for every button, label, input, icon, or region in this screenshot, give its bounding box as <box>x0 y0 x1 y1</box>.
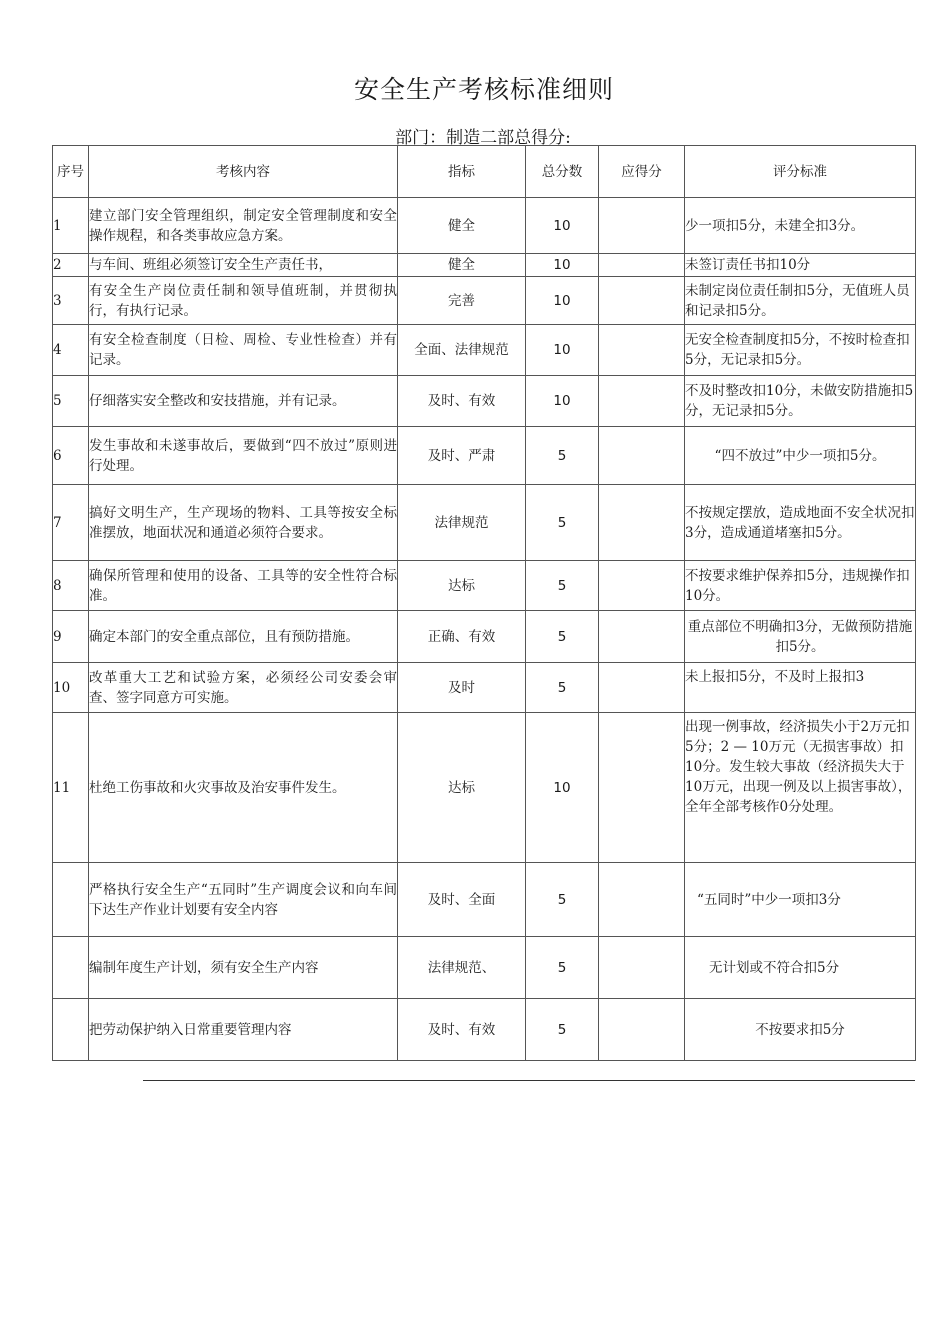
row-content: 改革重大工艺和试验方案，必须经公司安委会审查、签字同意方可实施。 <box>89 663 398 713</box>
row-got <box>599 863 685 937</box>
row-no <box>53 937 89 999</box>
header-no: 序号 <box>53 146 89 198</box>
row-criteria: 未上报扣5分，不及时上报扣3 <box>685 663 916 713</box>
row-criteria: 不按规定摆放，造成地面不安全状况扣3分，造成通道堵塞扣5分。 <box>685 485 916 561</box>
row-content: 与车间、班组必须签订安全生产责任书， <box>89 254 398 277</box>
row-content: 严格执行安全生产“五同时”生产调度会议和向车间下达生产作业计划要有安全内容 <box>89 863 398 937</box>
row-got <box>599 561 685 611</box>
table-row <box>53 325 916 376</box>
table-row <box>53 863 916 937</box>
row-indicator: 法律规范 <box>398 485 526 561</box>
row-got <box>599 713 685 863</box>
row-criteria: “四不放过”中少一项扣5分。 <box>685 427 916 485</box>
row-criteria: 未签订责任书扣10分 <box>685 254 916 277</box>
row-total: 10 <box>526 198 599 254</box>
row-total: 5 <box>526 663 599 713</box>
row-total: 10 <box>526 277 599 325</box>
row-indicator: 达标 <box>398 561 526 611</box>
row-content: 杜绝工伤事故和火灾事故及治安事件发生。 <box>89 713 398 863</box>
department-line: 部门：制造二部总得分: <box>395 128 571 148</box>
row-no: 1 <box>53 198 89 254</box>
row-no: 10 <box>53 663 89 713</box>
row-got <box>599 198 685 254</box>
row-got <box>599 611 685 663</box>
row-indicator: 达标 <box>398 713 526 863</box>
row-content: 确保所管理和使用的设备、工具等的安全性符合标准。 <box>89 561 398 611</box>
row-content: 搞好文明生产，生产现场的物料、工具等按安全标准摆放，地面状况和通道必须符合要求。 <box>89 485 398 561</box>
row-content: 确定本部门的安全重点部位，且有预防措施。 <box>89 611 398 663</box>
row-indicator: 及时 <box>398 663 526 713</box>
row-total: 5 <box>526 999 599 1061</box>
row-got <box>599 937 685 999</box>
row-no: 5 <box>53 376 89 427</box>
row-content: 编制年度生产计划，须有安全生产内容 <box>89 937 398 999</box>
table-row <box>53 713 916 863</box>
table-row <box>53 937 916 999</box>
table-row <box>53 999 916 1061</box>
row-criteria: 重点部位不明确扣3分，无做预防措施扣5分。 <box>685 611 916 663</box>
row-no: 2 <box>53 254 89 277</box>
row-got <box>599 277 685 325</box>
row-indicator: 及时、全面 <box>398 863 526 937</box>
row-criteria: 无安全检查制度扣5分，不按时检查扣5分，无记录扣5分。 <box>685 325 916 376</box>
table-row <box>53 254 916 277</box>
row-criteria: 出现一例事故，经济损失小于2万元扣5分；2 — 10万元（无损害事故）扣10分。发生较大事故（经济损失大于10万元，出现一例及以上损害事故），全年全部考核作0分处理。 <box>685 713 916 863</box>
row-got <box>599 485 685 561</box>
row-criteria: “五同时”中少一项扣3分 <box>685 863 916 937</box>
row-content: 建立部门安全管理组织，制定安全管理制度和安全操作规程，和各类事故应急方案。 <box>89 198 398 254</box>
row-criteria: 无计划或不符合扣5分 <box>685 937 916 999</box>
row-got <box>599 325 685 376</box>
row-content: 仔细落实安全整改和安技措施，并有记录。 <box>89 376 398 427</box>
table-row <box>53 485 916 561</box>
row-content: 把劳动保护纳入日常重要管理内容 <box>89 999 398 1061</box>
row-indicator: 健全 <box>398 254 526 277</box>
row-indicator: 法律规范、 <box>398 937 526 999</box>
row-got <box>599 376 685 427</box>
row-indicator: 及时、有效 <box>398 376 526 427</box>
row-total: 5 <box>526 427 599 485</box>
table-row <box>53 427 916 485</box>
row-no: 6 <box>53 427 89 485</box>
row-criteria: 少一项扣5分，未建全扣3分。 <box>685 198 916 254</box>
table-row <box>53 611 916 663</box>
table-row <box>53 561 916 611</box>
row-content: 有安全检查制度（日检、周检、专业性检查）并有记录。 <box>89 325 398 376</box>
row-total: 5 <box>526 561 599 611</box>
footer-rule <box>143 1080 915 1081</box>
row-criteria: 不按要求扣5分 <box>685 999 916 1061</box>
row-total: 10 <box>526 254 599 277</box>
row-no: 3 <box>53 277 89 325</box>
row-indicator: 完善 <box>398 277 526 325</box>
table-header-row <box>53 146 916 198</box>
row-criteria: 不及时整改扣10分，未做安防措施扣5分，无记录扣5分。 <box>685 376 916 427</box>
row-total: 5 <box>526 937 599 999</box>
header-content: 考核内容 <box>89 146 398 198</box>
document-title: 安全生产考核标准细则 <box>353 75 614 104</box>
header-total: 总分数 <box>526 146 599 198</box>
row-no: 7 <box>53 485 89 561</box>
row-indicator: 及时、有效 <box>398 999 526 1061</box>
row-no: 9 <box>53 611 89 663</box>
row-total: 5 <box>526 611 599 663</box>
row-got <box>599 999 685 1061</box>
table-row <box>53 198 916 254</box>
table-row <box>53 376 916 427</box>
row-no <box>53 999 89 1061</box>
table-row <box>53 663 916 713</box>
header-got: 应得分 <box>599 146 685 198</box>
row-total: 10 <box>526 713 599 863</box>
row-no: 4 <box>53 325 89 376</box>
header-indicator: 指标 <box>398 146 526 198</box>
header-criteria: 评分标准 <box>685 146 916 198</box>
assessment-table <box>52 145 916 1061</box>
row-indicator: 及时、严肃 <box>398 427 526 485</box>
row-content: 发生事故和未遂事故后，要做到“四不放过”原则进行处理。 <box>89 427 398 485</box>
row-total: 10 <box>526 376 599 427</box>
row-no <box>53 863 89 937</box>
row-got <box>599 254 685 277</box>
row-criteria: 不按要求维护保养扣5分，违规操作扣10分。 <box>685 561 916 611</box>
row-total: 10 <box>526 325 599 376</box>
row-no: 8 <box>53 561 89 611</box>
row-total: 5 <box>526 863 599 937</box>
row-indicator: 健全 <box>398 198 526 254</box>
row-got <box>599 663 685 713</box>
row-indicator: 正确、有效 <box>398 611 526 663</box>
row-total: 5 <box>526 485 599 561</box>
row-criteria: 未制定岗位责任制扣5分，无值班人员和记录扣5分。 <box>685 277 916 325</box>
row-no: 11 <box>53 713 89 863</box>
row-indicator: 全面、法律规范 <box>398 325 526 376</box>
table-row <box>53 277 916 325</box>
row-content: 有安全生产岗位责任制和领导值班制，并贯彻执行，有执行记录。 <box>89 277 398 325</box>
row-got <box>599 427 685 485</box>
